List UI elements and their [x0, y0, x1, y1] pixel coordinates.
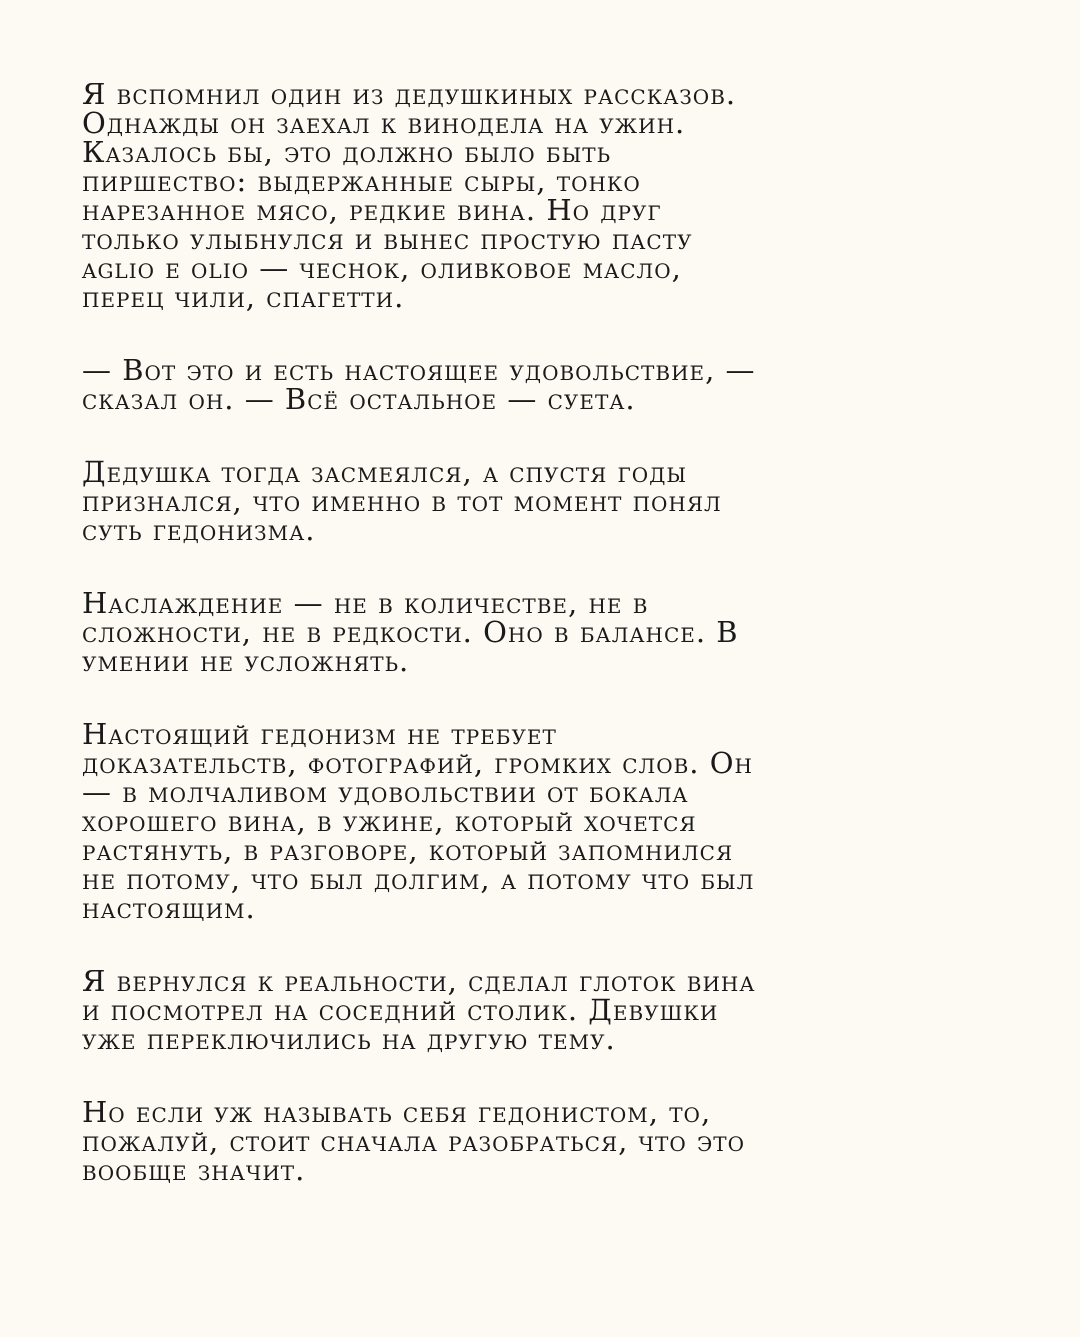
text-line: сложности, не в редкости. Оно в балансе. В [82, 615, 739, 649]
text-line: вообще значит. [82, 1153, 306, 1187]
text-line: Я вернулся к реальности, сделал глоток вина [82, 964, 756, 998]
paragraph-4 [82, 586, 1012, 678]
paragraph-1 [82, 77, 1012, 314]
paragraph-2 [82, 353, 1012, 416]
text-line: Я вспомнил один из дедушкиных рассказов. [82, 77, 737, 111]
paragraph-6 [82, 964, 1012, 1056]
text-line: умении не усложнять. [82, 644, 410, 678]
text-line: Казалось бы, это должно было быть [82, 135, 612, 169]
text-line: уже переключились на другую тему. [82, 1022, 616, 1056]
text-line: aglio e olio — чеснок, оливковое масло, [82, 251, 682, 285]
text-line: пиршество: выдержанные сыры, тонко [82, 164, 641, 198]
text-line: доказательств, фотографий, громких слов. Он [82, 746, 753, 780]
paragraph-3 [82, 455, 1012, 547]
text-line: не потому, что был долгим, а потому что был [82, 862, 755, 896]
text-line: перец чили, спагетти. [82, 280, 405, 314]
text-line: — в молчаливом удовольствии от бокала [82, 775, 689, 809]
text-line: сказал он. — Всё остальное — суета. [82, 382, 636, 416]
text-line: Настоящий гедонизм не требует [82, 717, 557, 751]
text-line: Дедушка тогда засмеялся, а спустя годы [82, 455, 688, 489]
text-line: Однажды он заехал к винодела на ужин. [82, 106, 686, 140]
text-line: суть гедонизма. [82, 513, 316, 547]
paragraph-7 [82, 1095, 1012, 1187]
text-line: только улыбнулся и вынес простую пасту [82, 222, 693, 256]
text-line: пожалуй, стоит сначала разобраться, что это [82, 1124, 745, 1158]
text-line: Но если уж называть себя гедонистом, то, [82, 1095, 712, 1129]
text-line: настоящим. [82, 891, 256, 925]
text-line: хорошего вина, в ужине, который хочется [82, 804, 697, 838]
text-line: и посмотрел на соседний столик. Девушки [82, 993, 719, 1027]
paragraph-5 [82, 717, 1012, 925]
story-text [82, 77, 1012, 1229]
text-line: признался, что именно в тот момент понял [82, 484, 722, 518]
text-line: растянуть, в разговоре, который запомнился [82, 833, 734, 867]
text-line: нарезанное мясо, редкие вина. Но друг [82, 193, 662, 227]
text-line: — Вот это и есть настоящее удовольствие, — [82, 353, 756, 387]
text-line: Наслаждение — не в количестве, не в [82, 586, 649, 620]
